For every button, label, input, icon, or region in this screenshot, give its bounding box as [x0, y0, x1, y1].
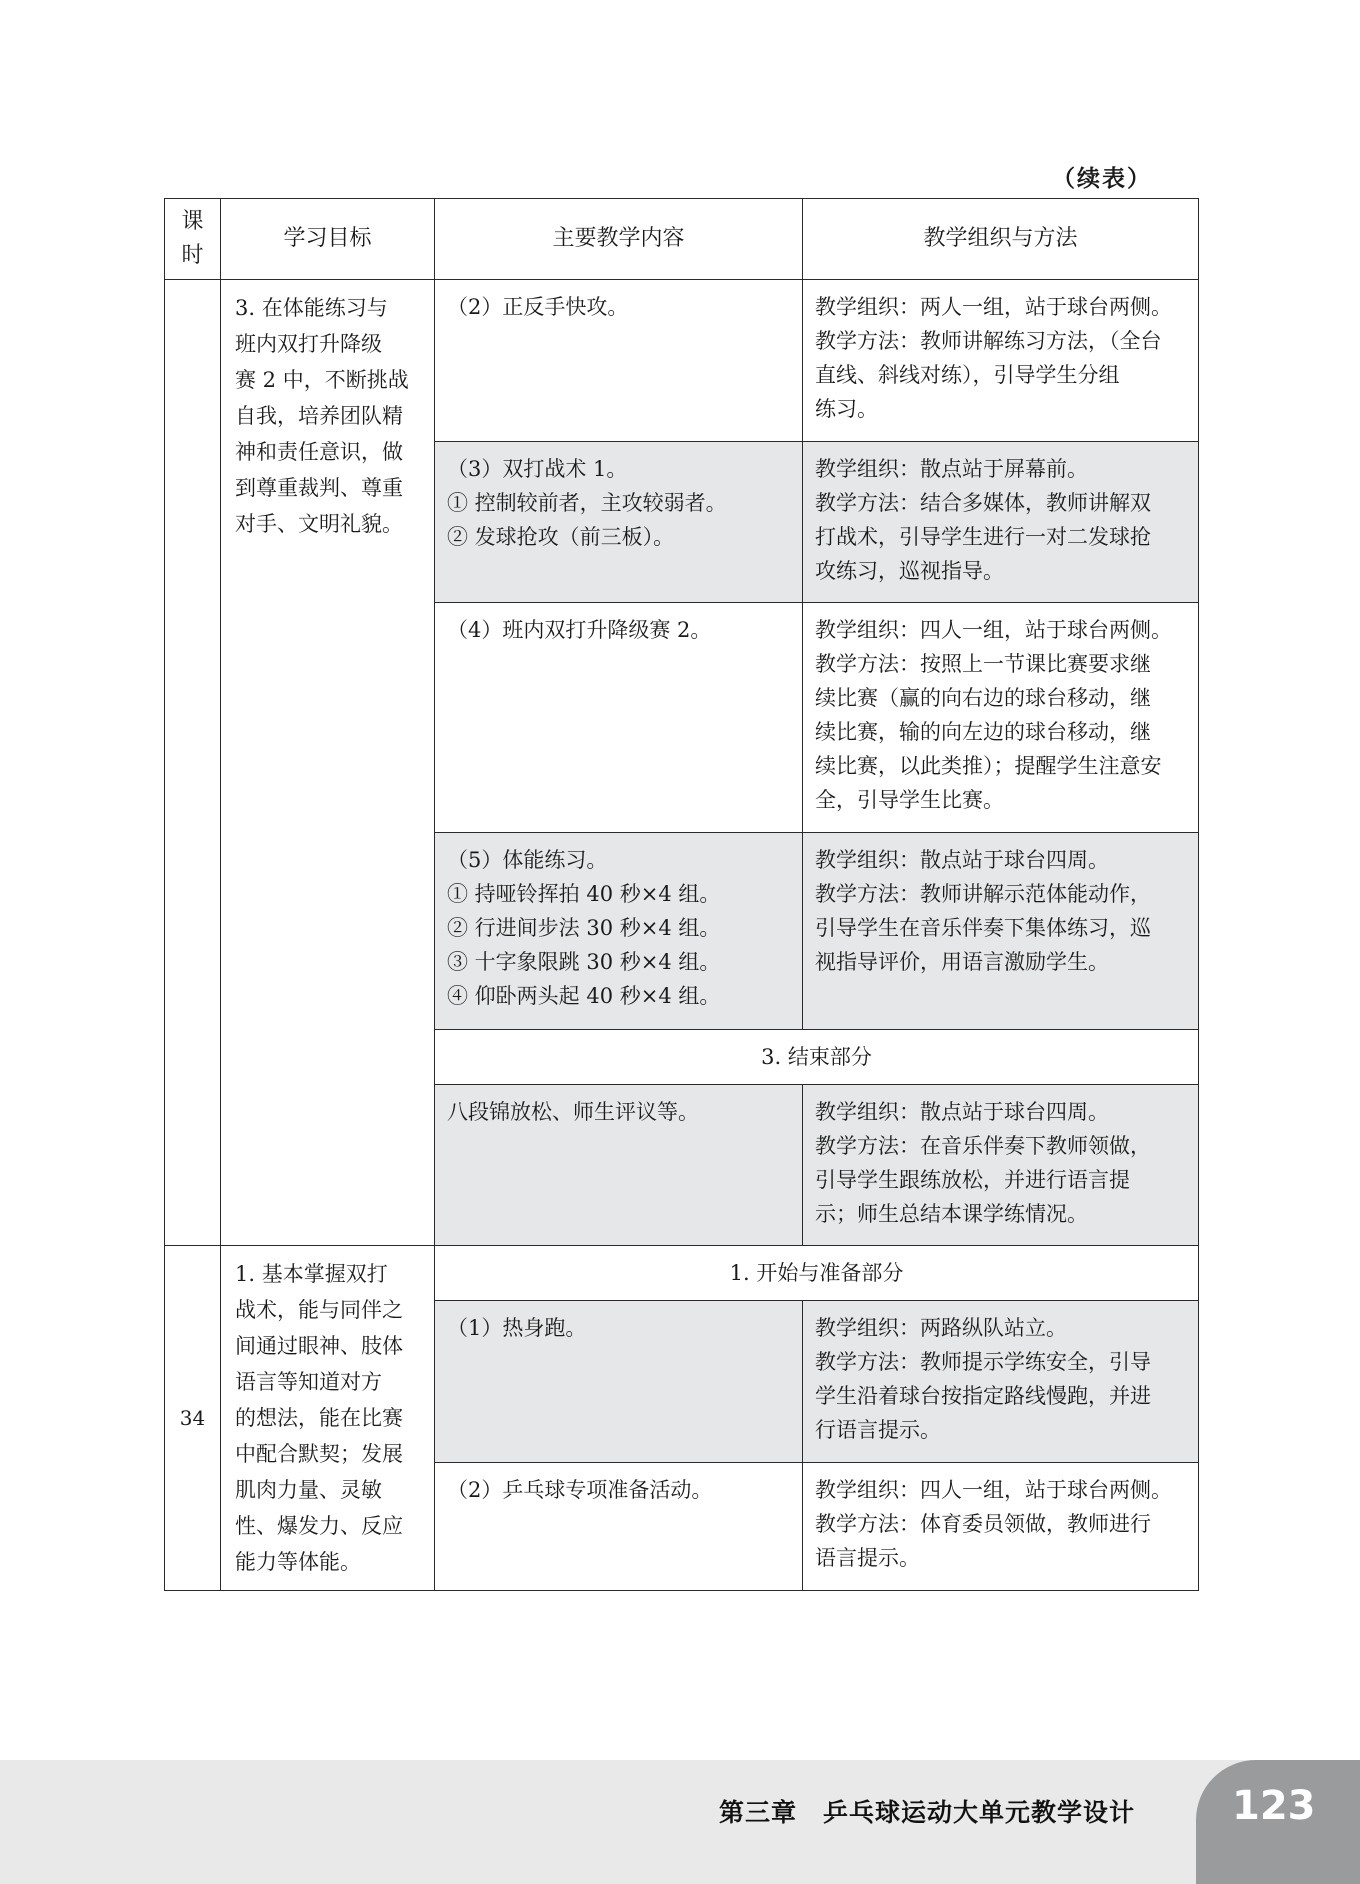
continued-label: （续表） [1052, 166, 1152, 192]
header-content: 主要教学内容 [435, 199, 803, 280]
footer-band [0, 1760, 1360, 1884]
method-cell: 教学组织：散点站于屏幕前。 教学方法：结合多媒体，教师讲解双 打战术，引导学生进行一对二发球抢 攻练习，巡视指导。 [803, 442, 1199, 603]
header-method: 教学组织与方法 [803, 199, 1199, 280]
chapter-title: 第三章 乒乓球运动大单元教学设计 [718, 1798, 1135, 1827]
method-cell: 教学组织：散点站于球台四周。 教学方法：教师讲解示范体能动作， 引导学生在音乐伴奏下集体练习，巡 视指导评价，用语言激励学生。 [803, 833, 1199, 1030]
content-cell: （4）班内双打升降级赛 2。 [435, 603, 803, 833]
lesson-cell-empty [165, 280, 221, 1246]
content-cell: （2）乒乓球专项准备活动。 [435, 1463, 803, 1591]
content-cell: 八段锦放松、师生评议等。 [435, 1085, 803, 1246]
content-cell: （3）双打战术 1。 ① 控制较前者，主攻较弱者。 ② 发球抢攻（前三板）。 [435, 442, 803, 603]
section-start-heading: 1. 开始与准备部分 [435, 1246, 1199, 1301]
header-goal: 学习目标 [221, 199, 435, 280]
goal-cell: 1. 基本掌握双打 战术，能与同伴之 间通过眼神、肢体 语言等知道对方 的想法，能在比赛 中配合默契；发展 肌肉力量、灵敏 性、爆发力、反应 能力等体能。 [221, 1246, 435, 1591]
goal-cell: 3. 在体能练习与 班内双打升降级 赛 2 中，不断挑战 自我，培养团队精 神和责任意识，做 到尊重裁判、尊重 对手、文明礼貌。 [221, 280, 435, 1246]
method-cell: 教学组织：散点站于球台四周。 教学方法：在音乐伴奏下教师领做， 引导学生跟练放松，并进行语言提 示；师生总结本课学练情况。 [803, 1085, 1199, 1246]
content-cell: （5）体能练习。 ① 持哑铃挥拍 40 秒×4 组。 ② 行进间步法 30 秒×4 组。 ③ 十字象限跳 30 秒×4 组。 ④ 仰卧两头起 40 秒×4 组。 [435, 833, 803, 1030]
section-end-heading: 3. 结束部分 [435, 1030, 1199, 1085]
content-cell: （2）正反手快攻。 [435, 280, 803, 442]
table-header-row [165, 199, 1199, 280]
method-cell: 教学组织：四人一组，站于球台两侧。 教学方法：体育委员领做，教师进行 语言提示。 [803, 1463, 1199, 1591]
method-cell: 教学组织：四人一组，站于球台两侧。 教学方法：按照上一节课比赛要求继 续比赛（赢的向右边的球台移动，继 续比赛，输的向左边的球台移动，继 续比赛，以此类推）；提醒学生注意安 全，引导学生比赛。 [803, 603, 1199, 833]
method-cell: 教学组织：两人一组，站于球台两侧。 教学方法：教师讲解练习方法，（全台 直线、斜线对练），引导学生分组 练习。 [803, 280, 1199, 442]
section-row [165, 1246, 1199, 1301]
lesson-plan-table [164, 198, 1199, 1591]
method-cell: 教学组织：两路纵队站立。 教学方法：教师提示学练安全，引导 学生沿着球台按指定路线慢跑，并进 行语言提示。 [803, 1301, 1199, 1463]
content-cell: （1）热身跑。 [435, 1301, 803, 1463]
header-lesson: 课时 [165, 199, 221, 280]
lesson-number: 34 [165, 1246, 221, 1591]
table-row [165, 280, 1199, 442]
page-number: 123 [1232, 1783, 1316, 1829]
